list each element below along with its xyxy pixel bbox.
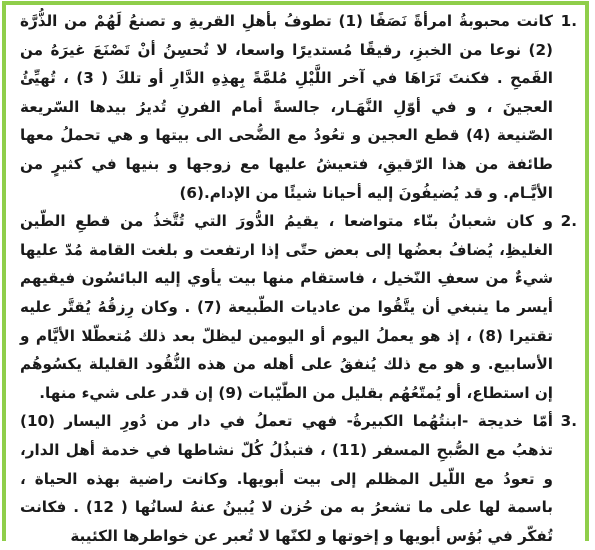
paragraph-text: و كان شعبانُ بنّاء متواضعا ، يقيمُ الدُّورَ التي تُتَّخذُ من قطعِ الطّين الغليظِ، يُضافُ بعضُها إلى بعض حتّى إذا ارتفعت و بلغت القامة مُدّ عليها شيءٌ من سعفِ النّخيل ، فاستقام منها بيت يأوي إليه البائسُون فيقيهم أيسر ما ينبغي أن يتَّقُوا من عاديات الطّبيعة (7) . وكان رِزقُهُ يُقتَّر عليه تقتيرا (8) ، إذ هو يعملُ اليوم أو اليومين ليظلّ بعد ذلك مُتعطّلا الأيَّام و الأسابيع. و هو مع ذلك يُنفقُ على أهله من هذه النُّقُود القليلة يكسُوهُم إن استطاع، أو يُمتّعُهُم بقليل من الطّيّبات (9) إن قدر على شيء منها. (20, 212, 553, 402)
paragraph-1 (20, 7, 577, 207)
paragraph-number: 3. (560, 412, 577, 431)
page-frame (2, 1, 589, 545)
paragraph-text: كانت محبوبةُ امرأةً نَصَفًا (1) تطوفُ بأهلِ القريةِ و تصنعُ لَهُمْ من الذُّرَّة (2) نوعا من الخبزِ، رقيقًا مُستديرًا واسعا، لا تُحسِنُ أنْ تَصْنَعَ غيرَهُ من القَمحِ . فكنتَ تَرَاهَا في آخر اللَّيْلِ مُلمَّةً بِهذِهِ الدَّارِ أو تلكَ ( 3) ، تُهيِّئُ العجينَ ، و في أوّلِ النَّهَـار، جالسةً أمام الفرنِ تُديرُ بيدها السّريعة الصّنيعة (4) قطع العجين و تعُودُ مع الضُّحى الى بيتها و هي تحملُ معها طائفة من هذا الرّقيقِ، فتعيشُ عليها مع زوجها و بنيها في كثيرٍ من الأيَّـام. و قد يُضيفُونَ إليه أحيانا شيئًا من الإدام.(6) (20, 12, 553, 202)
document-body (20, 7, 577, 550)
paragraph-3 (20, 407, 577, 550)
paragraph-2 (20, 207, 577, 407)
paragraph-number: 2. (560, 212, 577, 231)
paragraph-number: 1. (560, 12, 577, 30)
paragraph-text: أمّا خديجة -ابنتُهُما الكبيرةُ- فهي تعملُ في دار من دُورِ اليسار (10) تذهبُ مع الصُّبحِ المسفر (11) ، فتبذُلُ كُلّ نشاطها في خدمة أهل الدار، و تعودُ مع اللّيل المظلم إلى بيت أبويها. وكانت راضية بهذه الحياة ، باسمة لها على ما تشعرُ به من حُزن لا يُبينُ عنهُ لسانُها ( 12) . فكانت تُفكّر في بُؤس أبويها و إخوتها و لكنّها لا تُعبر عن خواطرها الكئيبة (20, 412, 554, 545)
